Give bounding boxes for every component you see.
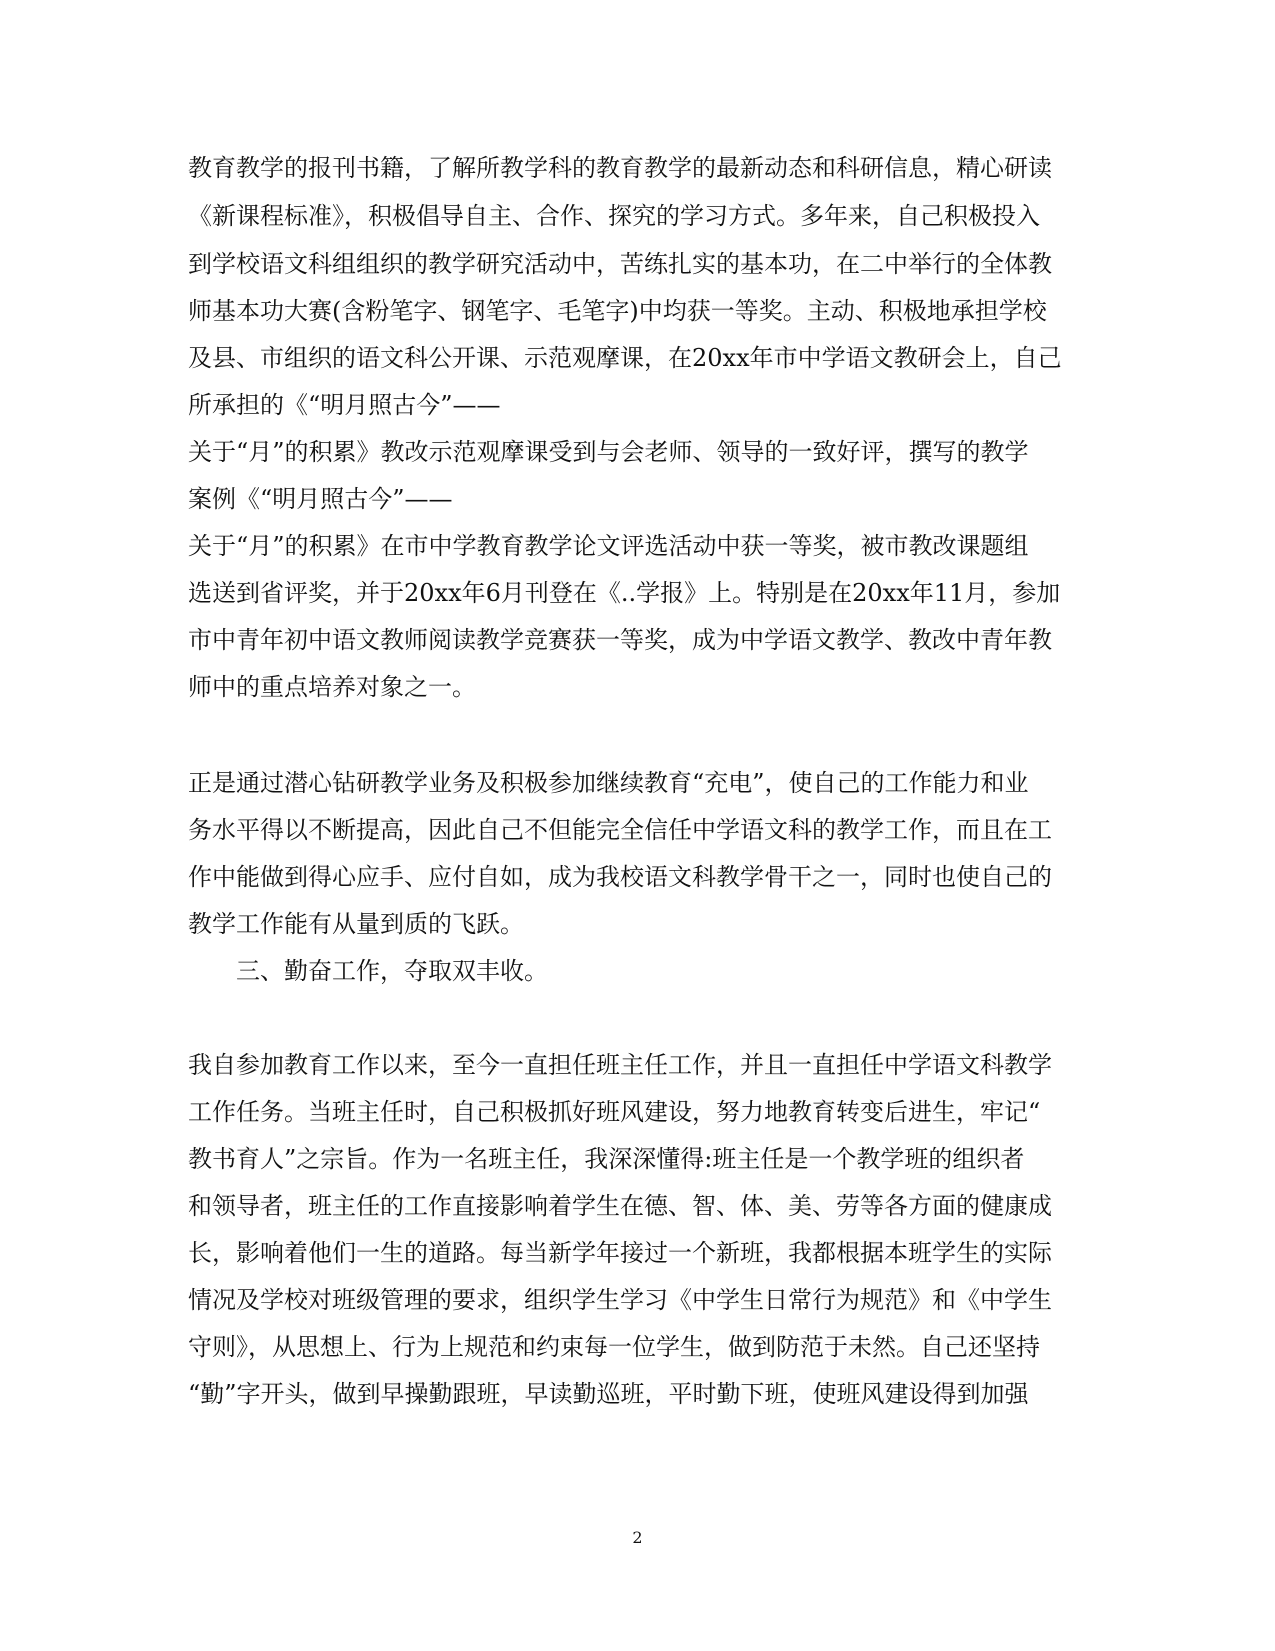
paragraph-1-line-2: 《新课程标准》，积极倡导自主、合作、探究的学习方式。多年来，自己积极投入 <box>188 202 1040 230</box>
paragraph-1-line-3: 到学校语文科组组织的教学研究活动中，苦练扎实的基本功，在二中举行的全体教 <box>188 250 1052 278</box>
paragraph-2-line-1: 正是通过潜心钻研教学业务及积极参加继续教育“充电”，使自己的工作能力和业 <box>188 769 1029 797</box>
paragraph-1-line-5: 及县、市组织的语文科公开课、示范观摩课，在20xx年市中学语文教研会上，自己 <box>188 344 1062 372</box>
paragraph-3-line-5: 长，影响着他们一生的道路。每当新学年接过一个新班，我都根据本班学生的实际 <box>188 1239 1052 1267</box>
paragraph-3-line-4: 和领导者，班主任的工作直接影响着学生在德、智、体、美、劳等各方面的健康成 <box>188 1192 1052 1220</box>
paragraph-1-line-8: 案例《“明月照古今”—— <box>188 485 453 513</box>
paragraph-3-line-2: 工作任务。当班主任时，自己积极抓好班风建设，努力地教育转变后进生，牢记“ <box>188 1098 1041 1126</box>
paragraph-3-line-3: 教书育人”之宗旨。作为一名班主任，我深深懂得:班主任是一个教学班的组织者 <box>188 1145 1025 1173</box>
section-heading: 三、勤奋工作，夺取双丰收。 <box>236 957 548 985</box>
paragraph-1-line-11: 市中青年初中语文教师阅读教学竞赛获一等奖，成为中学语文教学、教改中青年教 <box>188 626 1052 654</box>
paragraph-3-line-7: 守则》，从思想上、行为上规范和约束每一位学生，做到防范于未然。自己还坚持 <box>188 1333 1040 1361</box>
page-number: 2 <box>632 1528 643 1547</box>
paragraph-3-line-8: “勤”字开头，做到早操勤跟班，早读勤巡班，平时勤下班，使班风建设得到加强 <box>188 1380 1029 1408</box>
paragraph-3-line-6: 情况及学校对班级管理的要求，组织学生学习《中学生日常行为规范》和《中学生 <box>188 1286 1052 1314</box>
paragraph-1-line-6: 所承担的《“明月照古今”—— <box>188 391 501 419</box>
paragraph-1-line-9: 关于“月”的积累》在市中学教育教学论文评选活动中获一等奖，被市教改课题组 <box>188 532 1029 560</box>
paragraph-1-line-10: 选送到省评奖，并于20xx年6月刊登在《..学报》上。特别是在20xx年11月，参加 <box>188 579 1061 607</box>
paragraph-3-line-1: 我自参加教育工作以来，至今一直担任班主任工作，并且一直担任中学语文科教学 <box>188 1051 1052 1079</box>
paragraph-1-line-4: 师基本功大赛(含粉笔字、钢笔字、毛笔字)中均获一等奖。主动、积极地承担学校 <box>188 297 1047 325</box>
paragraph-1-line-12: 师中的重点培养对象之一。 <box>188 673 476 701</box>
paragraph-1-line-7: 关于“月”的积累》教改示范观摩课受到与会老师、领导的一致好评，撰写的教学 <box>188 438 1029 466</box>
paragraph-2-line-3: 作中能做到得心应手、应付自如，成为我校语文科教学骨干之一，同时也使自己的 <box>188 863 1052 891</box>
paragraph-2-line-2: 务水平得以不断提高，因此自己不但能完全信任中学语文科的教学工作，而且在工 <box>188 816 1052 844</box>
paragraph-1-line-1: 教育教学的报刊书籍，了解所教学科的教育教学的最新动态和科研信息，精心研读 <box>188 154 1052 182</box>
paragraph-2-line-4: 教学工作能有从量到质的飞跃。 <box>188 910 524 938</box>
